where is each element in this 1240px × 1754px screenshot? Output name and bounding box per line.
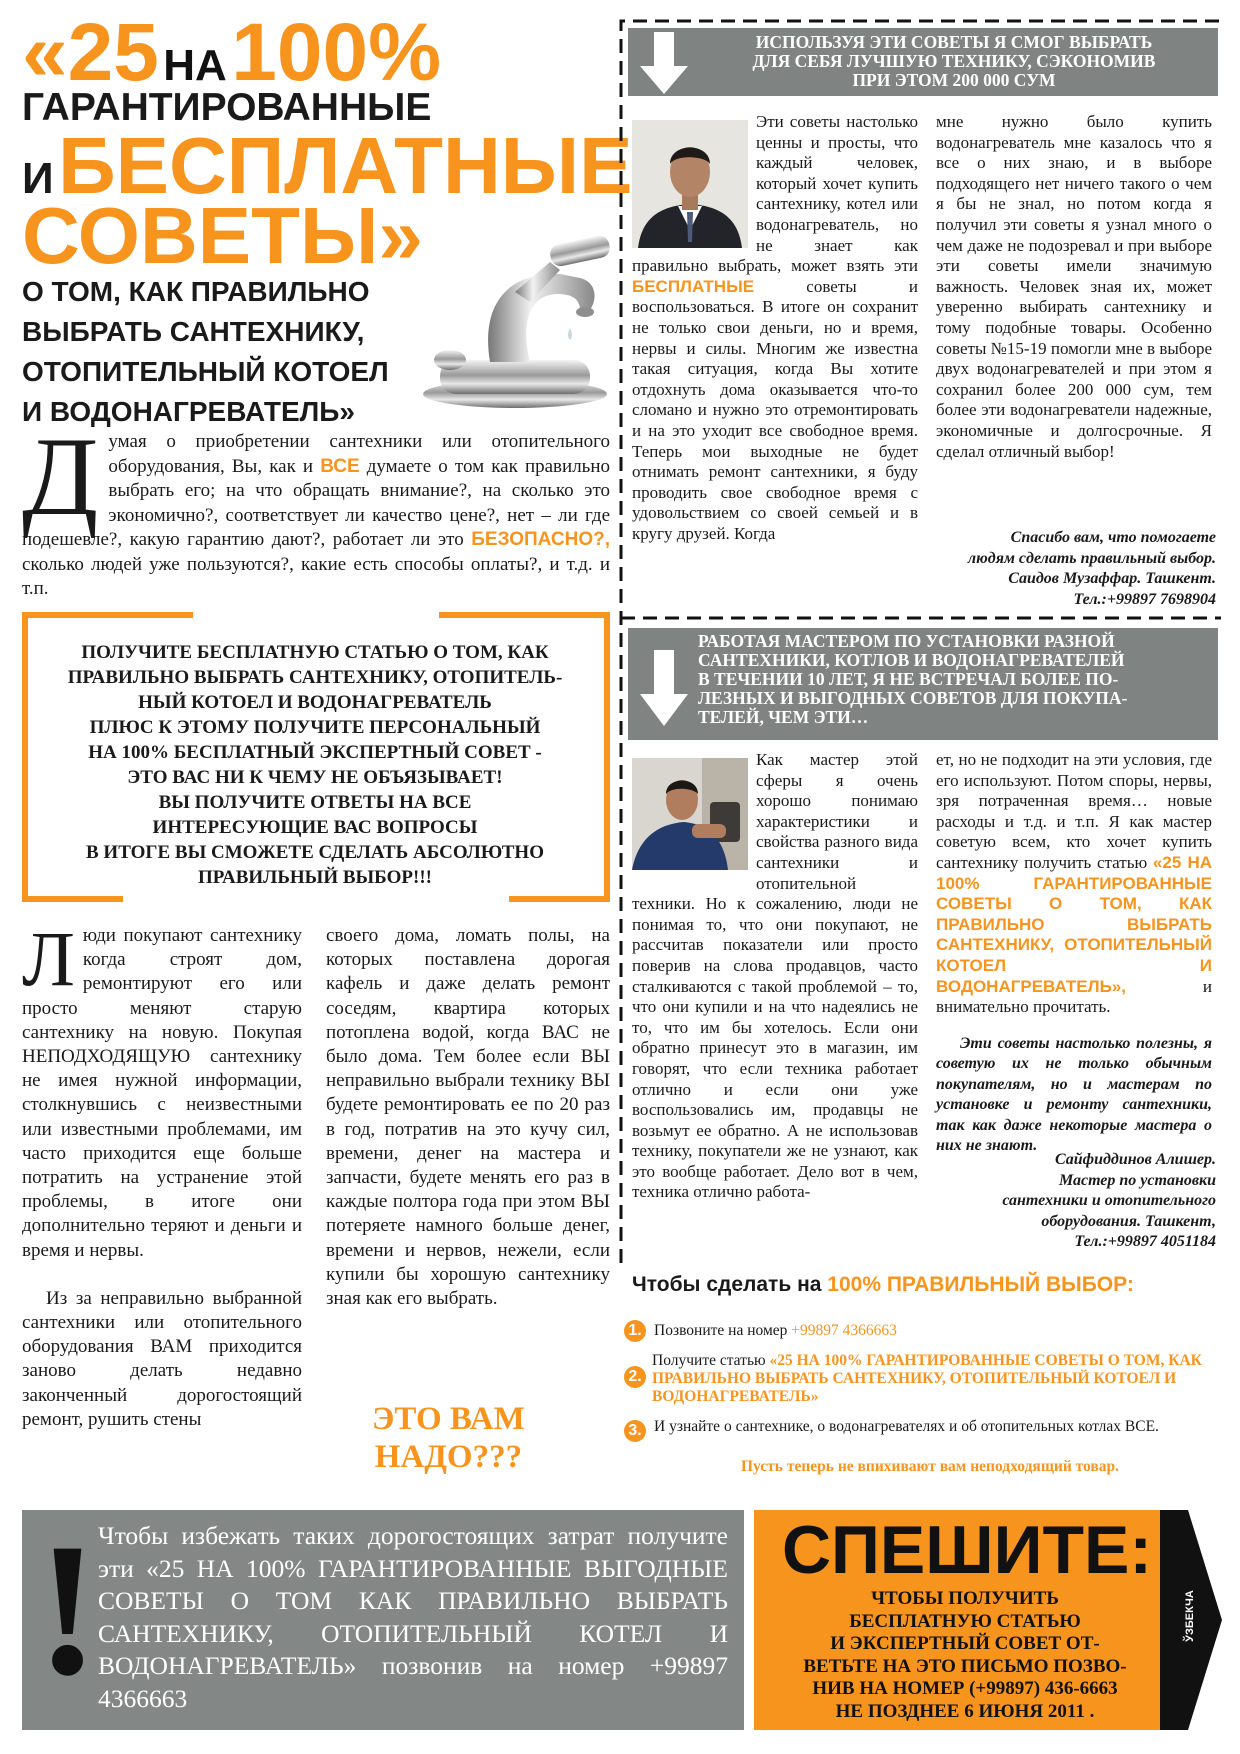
- offer-line: ПРАВИЛЬНО ВЫБРАТЬ САНТЕХНИКУ, ОТОПИТЕЛЬ-: [67, 667, 563, 688]
- intro-text: думаете о том как правильно выбрать его; на что обращать внимание?, на сколько это экономично?, соответствует ли качество цене?, нет – ли где подешевле?, какую гарантию дают?, работает ли это: [22, 455, 611, 550]
- intro-paragraph: [22, 415, 611, 602]
- subhead-line: ОТОПИТЕЛЬНЫЙ КОТОЕЛ: [22, 356, 389, 387]
- hurry-line: ВЕТЬТЕ НА ЭТО ПИСЬМО ПОЗВО-: [803, 1655, 1127, 1677]
- signature-line: Тел.:+99897 7698904: [1073, 590, 1216, 608]
- signature-line: Саидов Музаффар. Ташкент.: [1008, 570, 1216, 587]
- signature-line: людям сделать правильный выбор.: [967, 549, 1216, 567]
- subhead-line: И ВОДОНАГРЕВАТЕЛЬ»: [22, 396, 356, 427]
- banner-line: ЛЕЗНЫХ И ВЫГОДНЫХ СОВЕТОВ ДЛЯ ПОКУПА-: [698, 688, 1128, 708]
- testimonial-text: ет, но не подходит на эти условия, где его используют. Потом споры, нервы, зря потраченная время… новые расходы и т.д. и т.п. Я как мастер советую всем, кто хочет купить сантехнику получить статью: [936, 750, 1212, 872]
- testimonial-1-highlight: БЕСПЛАТНЫЕ: [632, 276, 755, 296]
- signature-line: Спасибо вам, что помогаете: [1010, 529, 1216, 546]
- intro-highlight-safe: БЕЗОПАСНО?,: [471, 529, 611, 550]
- step-3-text: И узнайте о сантехнике, о водонагревателях и об отопительных котлах ВСЕ.: [654, 1418, 1159, 1435]
- hurry-line: ЧТОБЫ ПОЛУЧИТЬ: [871, 1588, 1059, 1609]
- down-arrow-icon: [640, 650, 688, 726]
- bottom-banner-text: [98, 1520, 728, 1715]
- need-this-callout: [372, 1400, 525, 1476]
- banner-line: САНТЕХНИКИ, КОТЛОВ И ВОДОНАГРЕВАТЕЛЕЙ: [698, 650, 1125, 670]
- offer-line: В ИТОГЕ ВЫ СМОЖЕТЕ СДЕЛАТЬ АБСОЛЮТНО: [86, 842, 544, 863]
- cta-title-text: Чтобы сделать на: [632, 1273, 822, 1296]
- headline-25: «25: [22, 7, 159, 98]
- step-3-badge: 3.: [624, 1420, 646, 1442]
- step-1-badge: 1.: [624, 1320, 646, 1342]
- testimonial-2-signature: [900, 1150, 1216, 1253]
- hurry-line: БЕСПЛАТНУЮ СТАТЬЮ: [849, 1610, 1081, 1632]
- banner-line: ДЛЯ СЕБЯ ЛУЧШУЮ ТЕХНИКУ, СЭКОНОМИВ: [752, 51, 1156, 71]
- body-dropcap: Л: [22, 915, 75, 1002]
- testimonial-1-column-1: [632, 112, 918, 544]
- banner-line: ТЕЛЕЙ, ЧЕМ ЭТИ…: [698, 707, 869, 727]
- step-1-text: [654, 1322, 1214, 1340]
- step-text: Позвоните на номер: [654, 1322, 788, 1339]
- headline-guaranteed: ГАРАНТИРОВАННЫЕ: [22, 86, 432, 129]
- banner-line: РАБОТАЯ МАСТЕРОМ ПО УСТАНОВКИ РАЗНОЙ: [698, 631, 1115, 651]
- subhead-line: О ТОМ, КАК ПРАВИЛЬНО: [22, 276, 370, 307]
- down-arrow-icon: [640, 32, 688, 94]
- offer-line: ПОЛУЧИТЕ БЕСПЛАТНУЮ СТАТЬЮ О ТОМ, КАК: [81, 642, 549, 663]
- hurry-line: НИВ НА НОМЕР (+99897) 436-6663: [812, 1678, 1118, 1699]
- intro-text: сколько людей уже пользуются?, какие есть способы оплаты?, и т.д. и т.п.: [22, 553, 610, 599]
- banner-line: ИСПОЛЬЗУЯ ЭТИ СОВЕТЫ Я СМОГ ВЫБРАТЬ: [755, 32, 1153, 52]
- offer-line: ИНТЕРЕСУЮЩИЕ ВАС ВОПРОСЫ: [152, 817, 478, 838]
- offer-line: НА 100% БЕСПЛАТНЫЙ ЭКСПЕРТНЫЙ СОВЕТ -: [88, 742, 542, 763]
- signature-line: Сайфиддинов Алишер.: [1054, 1151, 1216, 1168]
- offer-line: ЭТО ВАС НИ К ЧЕМУ НЕ ОБЪЯЗЫВАЕТ!: [127, 767, 503, 788]
- headline-100: 100%: [231, 7, 442, 98]
- cta-footer: Пусть теперь не впихивают вам неподходящий товар.: [740, 1458, 1120, 1475]
- offer-line: ВЫ ПОЛУЧИТЕ ОТВЕТЫ НА ВСЕ: [158, 792, 472, 813]
- body-column-2: своего дома, ломать полы, на которых поставлена дорогая кафель и даже делать ремонт соседям, квартира которых потоплена водой, когда ВАС не было дома. Тем более если ВЫ неправильно выбрали технику ВЫ будете ремонтировать ее по 20 раз в год, потратив на это кучу сил, времени, денег на мастера и запчасти, будете менять его раз в каждые полтора года при этом ВЫ потеряете намного больше денег, времени и нервов, нежели, если купили бы хорошую сантехнику зная как его выбрать.: [326, 925, 610, 1310]
- hurry-title: СПЕШИТЕ:: [781, 1512, 1153, 1588]
- subhead-line: ВЫБРАТЬ САНТЕХНИКУ,: [22, 316, 365, 347]
- hurry-line: НЕ ПОЗДНЕЕ 6 ИЮНЯ 2011 .: [835, 1700, 1095, 1722]
- step-article-title: «25 НА 100% ГАРАНТИРОВАННЫЕ СОВЕТЫ О ТОМ, КАК ПРАВИЛЬНО ВЫБРАТЬ САНТЕХНИКУ, ОТОПИТЕЛЬНЫЙ КОТОЕЛ И ВОДОНАГРЕВАТЕЛЬ»: [652, 1352, 1202, 1405]
- cta-title: [632, 1273, 1134, 1297]
- testimonial-1-signature: [900, 528, 1216, 610]
- testimonial-2-dashed-top: [618, 614, 1224, 624]
- exclamation-icon: !: [36, 1505, 100, 1715]
- need-line: ЭТО ВАМ: [372, 1401, 525, 1437]
- testimonial-1-banner-text: [700, 33, 1208, 90]
- testimonial-2-banner-text: [698, 632, 1212, 727]
- side-label-wrap: [1170, 1580, 1210, 1660]
- testimonial-1-column-2: мне нужно было купить водонагреватель мне казалось что я все о них знаю, и в выборе подходящего нет ничего такого о чем я бы не знал, но потом когда я получил эти советы я узнал много о чем даже не подозревал и при выборе эти советы имели значимую важность. Человек зная их, может уверенно выбирать сантехнику и тому подобные товары. Особенно советы №15-19 помогли мне в выборе двух водонагревателей и при этом я сохранил более 200 000 сум, тем более эти водонагреватели надежные, экономичные и долгосрочные. Я сделал отличный выбор!: [936, 112, 1212, 461]
- step-text: Получите статью: [652, 1352, 766, 1369]
- hurry-text: [760, 1588, 1170, 1723]
- cta-title-highlight: 100% ПРАВИЛЬНЫЙ ВЫБОР:: [827, 1273, 1134, 1296]
- signature-line: оборудования. Ташкент,: [1041, 1212, 1216, 1230]
- testimonial-text: и внимательно прочитать.: [936, 976, 1212, 1017]
- step-2-text: [652, 1352, 1212, 1406]
- offer-line: НЫЙ КОТОЕЛ И ВОДОНАГРЕВАТЕЛЬ: [138, 692, 492, 713]
- signature-line: Мастер по установки: [1058, 1171, 1216, 1189]
- intro-text: умая о приобретении сантехники или отопительного оборудования, Вы, как и: [108, 431, 610, 477]
- body-column-1: [22, 915, 302, 1432]
- body-text: Из за неправильно выбранной сантехники или отопительного оборудования ВАМ приходится заново делать недавно законченный дорогостоящий ремонт, рушить стены: [22, 1287, 302, 1430]
- headline-free: БЕСПЛАТНЫЕ: [58, 121, 633, 210]
- headline-on: НА: [163, 41, 227, 90]
- headline-line-1: [22, 7, 442, 98]
- side-label: ЎЗБЕКЧА: [1184, 1590, 1196, 1642]
- testimonial-2-column-1: [632, 750, 918, 1203]
- banner-line: В ТЕЧЕНИИ 10 ЛЕТ, Я НЕ ВСТРЕЧАЛ БОЛЕЕ ПО-: [698, 669, 1119, 689]
- testimonial-2-highlight: «25 НА 100% ГАРАНТИРОВАННЫЕ СОВЕТЫ О ТОМ, КАК ПРАВИЛЬНО ВЫБРАТЬ САНТЕХНИКУ, ОТОПИТЕЛЬНЫЙ КОТОЕЛ И ВОДОНАГРЕВАТЕЛЬ»,: [936, 852, 1213, 996]
- testimonial-text: Как мастер этой сферы я очень хорошо понимаю характеристики и свойства разного вида сантехники и отопительной техники. Но к сожалению, люди не понимая то, что они покупают, не рассчитав показатели или просто поверив на слова продавцов, часто сталкиваются с такой проблемой – то, что они купили и на что надеялись не то, что им бы хотелось. Если они обратно принесут это в магазин, им говорят, что если техника работает отлично и если они уже воспользовались им, продавцы не возьмут ее обратно. А не использовав технику, покупатели же не узнают, как это вообще работает. Дело вот в чем, техника отлично работа-: [632, 750, 918, 1202]
- need-line: НАДО???: [374, 1439, 523, 1475]
- banner-line: ПРИ ЭТОМ 200 000 СУМ: [852, 70, 1056, 90]
- signature-line: сантехники и отопительного: [1002, 1192, 1216, 1209]
- testimonial-2-advice: Эти советы настолько полезны, я советую их не только обычным покупателям, но и мастерам по установке и ремонту сантехники, так как даже некоторые мастера о них не знают.: [936, 1034, 1212, 1155]
- subheadline: [22, 272, 389, 432]
- offer-box-text: [30, 640, 600, 890]
- testimonial-2-column-2: [936, 750, 1212, 1157]
- headline-and: И: [22, 154, 54, 203]
- testimonial-text: Эти советы настолько ценны и просты, что каждый человек, который хочет купить сантехнику, котел или водонагреватель, но не знает как правильно выбрать, может взять эти: [632, 112, 918, 276]
- testimonial-text: советы и воспользоваться. В итоге он сохранит не только свои деньги, но и время, нервы и силы. Многим же известна такая ситуация, когда Вы хотите отдохнуть дома оказывается что-то сломано и нужно это отремонтировать и на это уходит все свободное время. Теперь мои выходные не будет отнимать ремонт сантехники, я буду проводить свое свободное время с удовольствием со своей семьей и в кругу друзей. Когда: [632, 276, 918, 543]
- headline-tips: СОВЕТЫ»: [22, 191, 423, 280]
- step-2-badge: 2.: [624, 1366, 646, 1388]
- hurry-line: И ЭКСПЕРТНЫЙ СОВЕТ ОТ-: [830, 1633, 1100, 1654]
- signature-line: Тел.:+99897 4051184: [1074, 1233, 1216, 1250]
- intro-dropcap: Д: [22, 415, 99, 539]
- step-phone[interactable]: +99897 4366663: [791, 1322, 897, 1339]
- bottom-text: Чтобы избежать таких дорогостоящих затрат получите эти «25 НА 100% ГАРАНТИРОВАННЫЕ ВЫГОДНЫЕ СОВЕТЫ О ТОМ КАК ПРАВИЛЬНО ВЫБРАТЬ САНТЕХНИКУ, ОТОПИТЕЛЬНЫЙ КОТЕЛ И ВОДОНАГРЕВАТЕЛЬ»: [98, 1521, 728, 1680]
- bottom-phone[interactable]: позвонив на номер +99897 4366663: [98, 1651, 728, 1713]
- body-text: юди покупают сантехнику когда строят дом, ремонтируют его или просто меняют старую сантехнику на новую. Покупая НЕПОДХОДЯЩУЮ сантехнику не имея нужной информации, столкнувшись с неизвестными или известными проблемами, им часто приходится еще больше потратить на устранение этой проблемы, в итоге они дополнительно теряют и деньги и время и нервы.: [22, 925, 302, 1261]
- offer-line: ПЛЮС К ЭТОМУ ПОЛУЧИТЕ ПЕРСОНАЛЬНЫЙ: [89, 717, 541, 738]
- intro-highlight-all: ВСЕ: [320, 455, 360, 477]
- offer-line: ПРАВИЛЬНЫЙ ВЫБОР!!!: [198, 867, 432, 888]
- faucet-illustration: [420, 232, 620, 412]
